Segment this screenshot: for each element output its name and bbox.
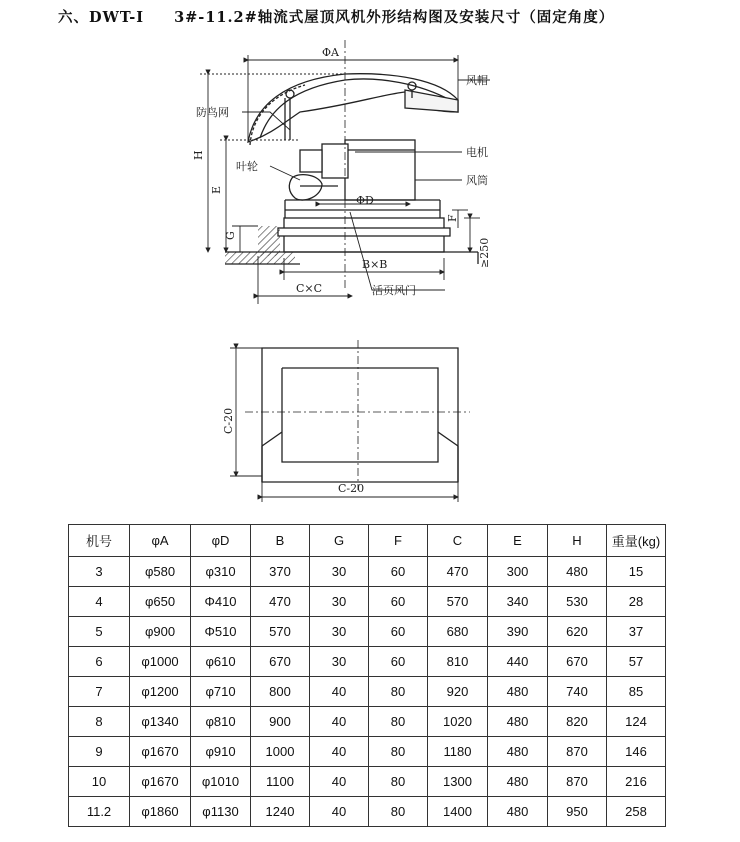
table-cell: 4 xyxy=(69,587,130,617)
table-cell: 3 xyxy=(69,557,130,587)
header-cell: G xyxy=(310,525,369,557)
dim-E: E xyxy=(210,185,223,194)
table-cell: 40 xyxy=(310,797,369,827)
table-cell: 570 xyxy=(251,617,310,647)
table-cell: 480 xyxy=(488,677,548,707)
opening-plan-view xyxy=(230,340,470,502)
table-row xyxy=(69,707,666,737)
table-cell: 40 xyxy=(310,707,369,737)
roof-hatch xyxy=(225,252,295,264)
header-cell: B xyxy=(251,525,310,557)
table-cell: φ1860 xyxy=(130,797,191,827)
table-cell: 15 xyxy=(607,557,666,587)
table-cell: 40 xyxy=(310,737,369,767)
table-cell: 146 xyxy=(607,737,666,767)
dim-BxB: B×B xyxy=(362,258,388,271)
table-cell: φ1200 xyxy=(130,677,191,707)
header-cell: 重量(kg) xyxy=(607,525,666,557)
table-cell: 10 xyxy=(69,767,130,797)
table-cell: φ1340 xyxy=(130,707,191,737)
header-cell: H xyxy=(548,525,607,557)
table-row xyxy=(69,677,666,707)
table-cell: φ650 xyxy=(130,587,191,617)
table-cell: 920 xyxy=(428,677,488,707)
table-cell: φ310 xyxy=(191,557,251,587)
duct-body xyxy=(345,140,415,200)
table-cell: 85 xyxy=(607,677,666,707)
table-row xyxy=(69,737,666,767)
table-row xyxy=(69,557,666,587)
header-cell: φD xyxy=(191,525,251,557)
header-cell: C xyxy=(428,525,488,557)
fan-side-view xyxy=(225,40,478,290)
table-cell: 370 xyxy=(251,557,310,587)
dim-phiD: ΦD xyxy=(356,194,374,207)
table-cell: 30 xyxy=(310,557,369,587)
table-cell: φ610 xyxy=(191,647,251,677)
table-cell: 570 xyxy=(428,587,488,617)
table-header-row xyxy=(69,525,666,557)
table-cell: 1000 xyxy=(251,737,310,767)
table-cell: 470 xyxy=(428,557,488,587)
table-cell: 340 xyxy=(488,587,548,617)
table-cell: 740 xyxy=(548,677,607,707)
title-range-text: 3#-11.2#轴流式屋顶风机外形结构图及安装尺寸（固定角度） xyxy=(174,9,615,26)
table-cell: 60 xyxy=(369,557,428,587)
frame-inner xyxy=(262,368,458,462)
table-cell: 40 xyxy=(310,677,369,707)
table-cell: φ1670 xyxy=(130,767,191,797)
table-cell: 870 xyxy=(548,737,607,767)
table-cell: Φ510 xyxy=(191,617,251,647)
impeller xyxy=(289,175,322,200)
dim-phiA: ΦA xyxy=(322,46,339,59)
table-cell: φ900 xyxy=(130,617,191,647)
title-series: 六、DWT-Ⅰ xyxy=(58,9,145,26)
plan-dim-bottom: C-20 xyxy=(338,482,365,495)
table-cell: φ810 xyxy=(191,707,251,737)
table-cell: 620 xyxy=(548,617,607,647)
dim-G: G xyxy=(224,231,237,240)
table-cell: 480 xyxy=(488,707,548,737)
table-cell: 810 xyxy=(428,647,488,677)
dim-F: F xyxy=(446,214,459,222)
table-cell: 258 xyxy=(607,797,666,827)
table-cell: 800 xyxy=(251,677,310,707)
table-cell: 60 xyxy=(369,587,428,617)
table-cell: 480 xyxy=(488,737,548,767)
table-cell: φ1130 xyxy=(191,797,251,827)
table-row xyxy=(69,617,666,647)
table-cell: φ710 xyxy=(191,677,251,707)
header-cell: 机号 xyxy=(69,525,130,557)
table-row xyxy=(69,647,666,677)
table-cell: 6 xyxy=(69,647,130,677)
dim-CxC: C×C xyxy=(296,282,323,295)
header-cell: E xyxy=(488,525,548,557)
table-row xyxy=(69,587,666,617)
table-cell: 1300 xyxy=(428,767,488,797)
callout-bird-net: 防鸟网 xyxy=(196,106,229,119)
table-cell: 40 xyxy=(310,767,369,797)
plan-dim-left: C-20 xyxy=(222,407,235,434)
callout-louver: 活页风门 xyxy=(372,284,416,297)
table-cell: 124 xyxy=(607,707,666,737)
callout-impeller: 叶轮 xyxy=(236,160,258,173)
dim-ge250: ≥250 xyxy=(478,237,491,268)
table-cell: 300 xyxy=(488,557,548,587)
table-cell: 216 xyxy=(607,767,666,797)
table-cell: 670 xyxy=(251,647,310,677)
table-cell: 11.2 xyxy=(69,797,130,827)
table-cell: 30 xyxy=(310,647,369,677)
dim-H: H xyxy=(192,150,205,160)
callout-duct: 风筒 xyxy=(466,174,488,187)
table-cell: 1400 xyxy=(428,797,488,827)
header-cell: F xyxy=(369,525,428,557)
table-cell: 480 xyxy=(488,797,548,827)
table-cell: 57 xyxy=(607,647,666,677)
table-cell: 80 xyxy=(369,737,428,767)
header-cell: φA xyxy=(130,525,191,557)
table-cell: 480 xyxy=(548,557,607,587)
table-cell: φ1010 xyxy=(191,767,251,797)
table-cell: 60 xyxy=(369,617,428,647)
callout-motor: 电机 xyxy=(466,146,488,159)
table-cell: 470 xyxy=(251,587,310,617)
table-cell: 80 xyxy=(369,767,428,797)
table-cell: 80 xyxy=(369,707,428,737)
table-cell: Φ410 xyxy=(191,587,251,617)
table-cell: 900 xyxy=(251,707,310,737)
table-cell: φ1670 xyxy=(130,737,191,767)
table-row xyxy=(69,797,666,827)
table-cell: 37 xyxy=(607,617,666,647)
table-cell: 28 xyxy=(607,587,666,617)
table-cell: 30 xyxy=(310,587,369,617)
table-cell: φ910 xyxy=(191,737,251,767)
table-cell: 1020 xyxy=(428,707,488,737)
callout-cap: 风帽 xyxy=(466,74,488,87)
table-cell: 7 xyxy=(69,677,130,707)
table-cell: 80 xyxy=(369,677,428,707)
table-cell: 440 xyxy=(488,647,548,677)
table-cell: 80 xyxy=(369,797,428,827)
table-cell: 9 xyxy=(69,737,130,767)
table-cell: φ1000 xyxy=(130,647,191,677)
table-row xyxy=(69,767,666,797)
table-cell: 8 xyxy=(69,707,130,737)
table-cell: 1240 xyxy=(251,797,310,827)
table-cell: 30 xyxy=(310,617,369,647)
table-cell: 820 xyxy=(548,707,607,737)
table-cell: 480 xyxy=(488,767,548,797)
table-cell: 680 xyxy=(428,617,488,647)
table-cell: 870 xyxy=(548,767,607,797)
motor xyxy=(322,144,348,178)
table-cell: 5 xyxy=(69,617,130,647)
spec-table xyxy=(68,524,666,827)
table-cell: 670 xyxy=(548,647,607,677)
table-cell: 1180 xyxy=(428,737,488,767)
table-cell: 1100 xyxy=(251,767,310,797)
table-cell: 390 xyxy=(488,617,548,647)
table-cell: 530 xyxy=(548,587,607,617)
table-cell: φ580 xyxy=(130,557,191,587)
table-cell: 950 xyxy=(548,797,607,827)
table-cell: 60 xyxy=(369,647,428,677)
